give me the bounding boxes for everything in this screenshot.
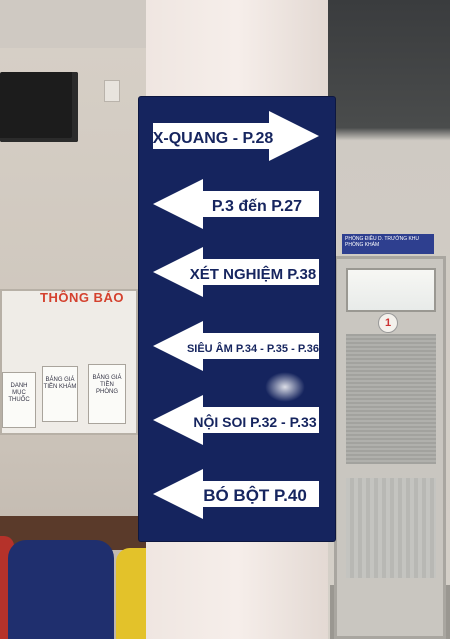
door-number: 1 [378,313,398,333]
wall-speaker [0,72,78,142]
door-panel [346,334,436,464]
sign-label-noi-soi: NỘI SOI P.32 - P.33 [193,414,317,430]
arrow-left-xet-nghiem [151,245,321,299]
sign-label-bo-bot: BÓ BỘT P.40 [203,486,307,505]
notice-paper-1: DANH MỤC THUỐC [2,372,36,428]
notice-paper-2: BẢNG GIÁ TIỀN KHÁM [42,366,78,422]
yellow-chair [116,548,150,639]
arrow-left-p3-p27 [151,177,321,231]
direction-sign [139,97,335,541]
arrow-right-xquang [151,109,321,163]
sign-label-xet-nghiem: XÉT NGHIỆM P.38 [189,266,317,283]
light-glare [265,372,305,402]
arrow-left-bo-bot [151,467,321,521]
sign-label-p3-p27: P.3 đến P.27 [211,198,303,215]
arrow-left-sieu-am [151,319,321,373]
door-window [346,268,436,312]
door-lower-panel [346,478,436,578]
door-sign: PHÒNG ĐIỀU D. TRƯỞNG KHU PHÒNG KHÁM [342,234,434,254]
sign-label-sieu-am: SIÊU ÂM P.34 - P.35 - P.36 [186,343,320,355]
notice-paper-3: BẢNG GIÁ TIỀN PHÒNG [88,364,126,424]
blue-chair [8,540,114,639]
sign-label-xquang: X-QUANG - P.28 [152,130,274,147]
light-switch [104,80,120,102]
notice-board-title: THÔNG BÁO [40,290,124,305]
